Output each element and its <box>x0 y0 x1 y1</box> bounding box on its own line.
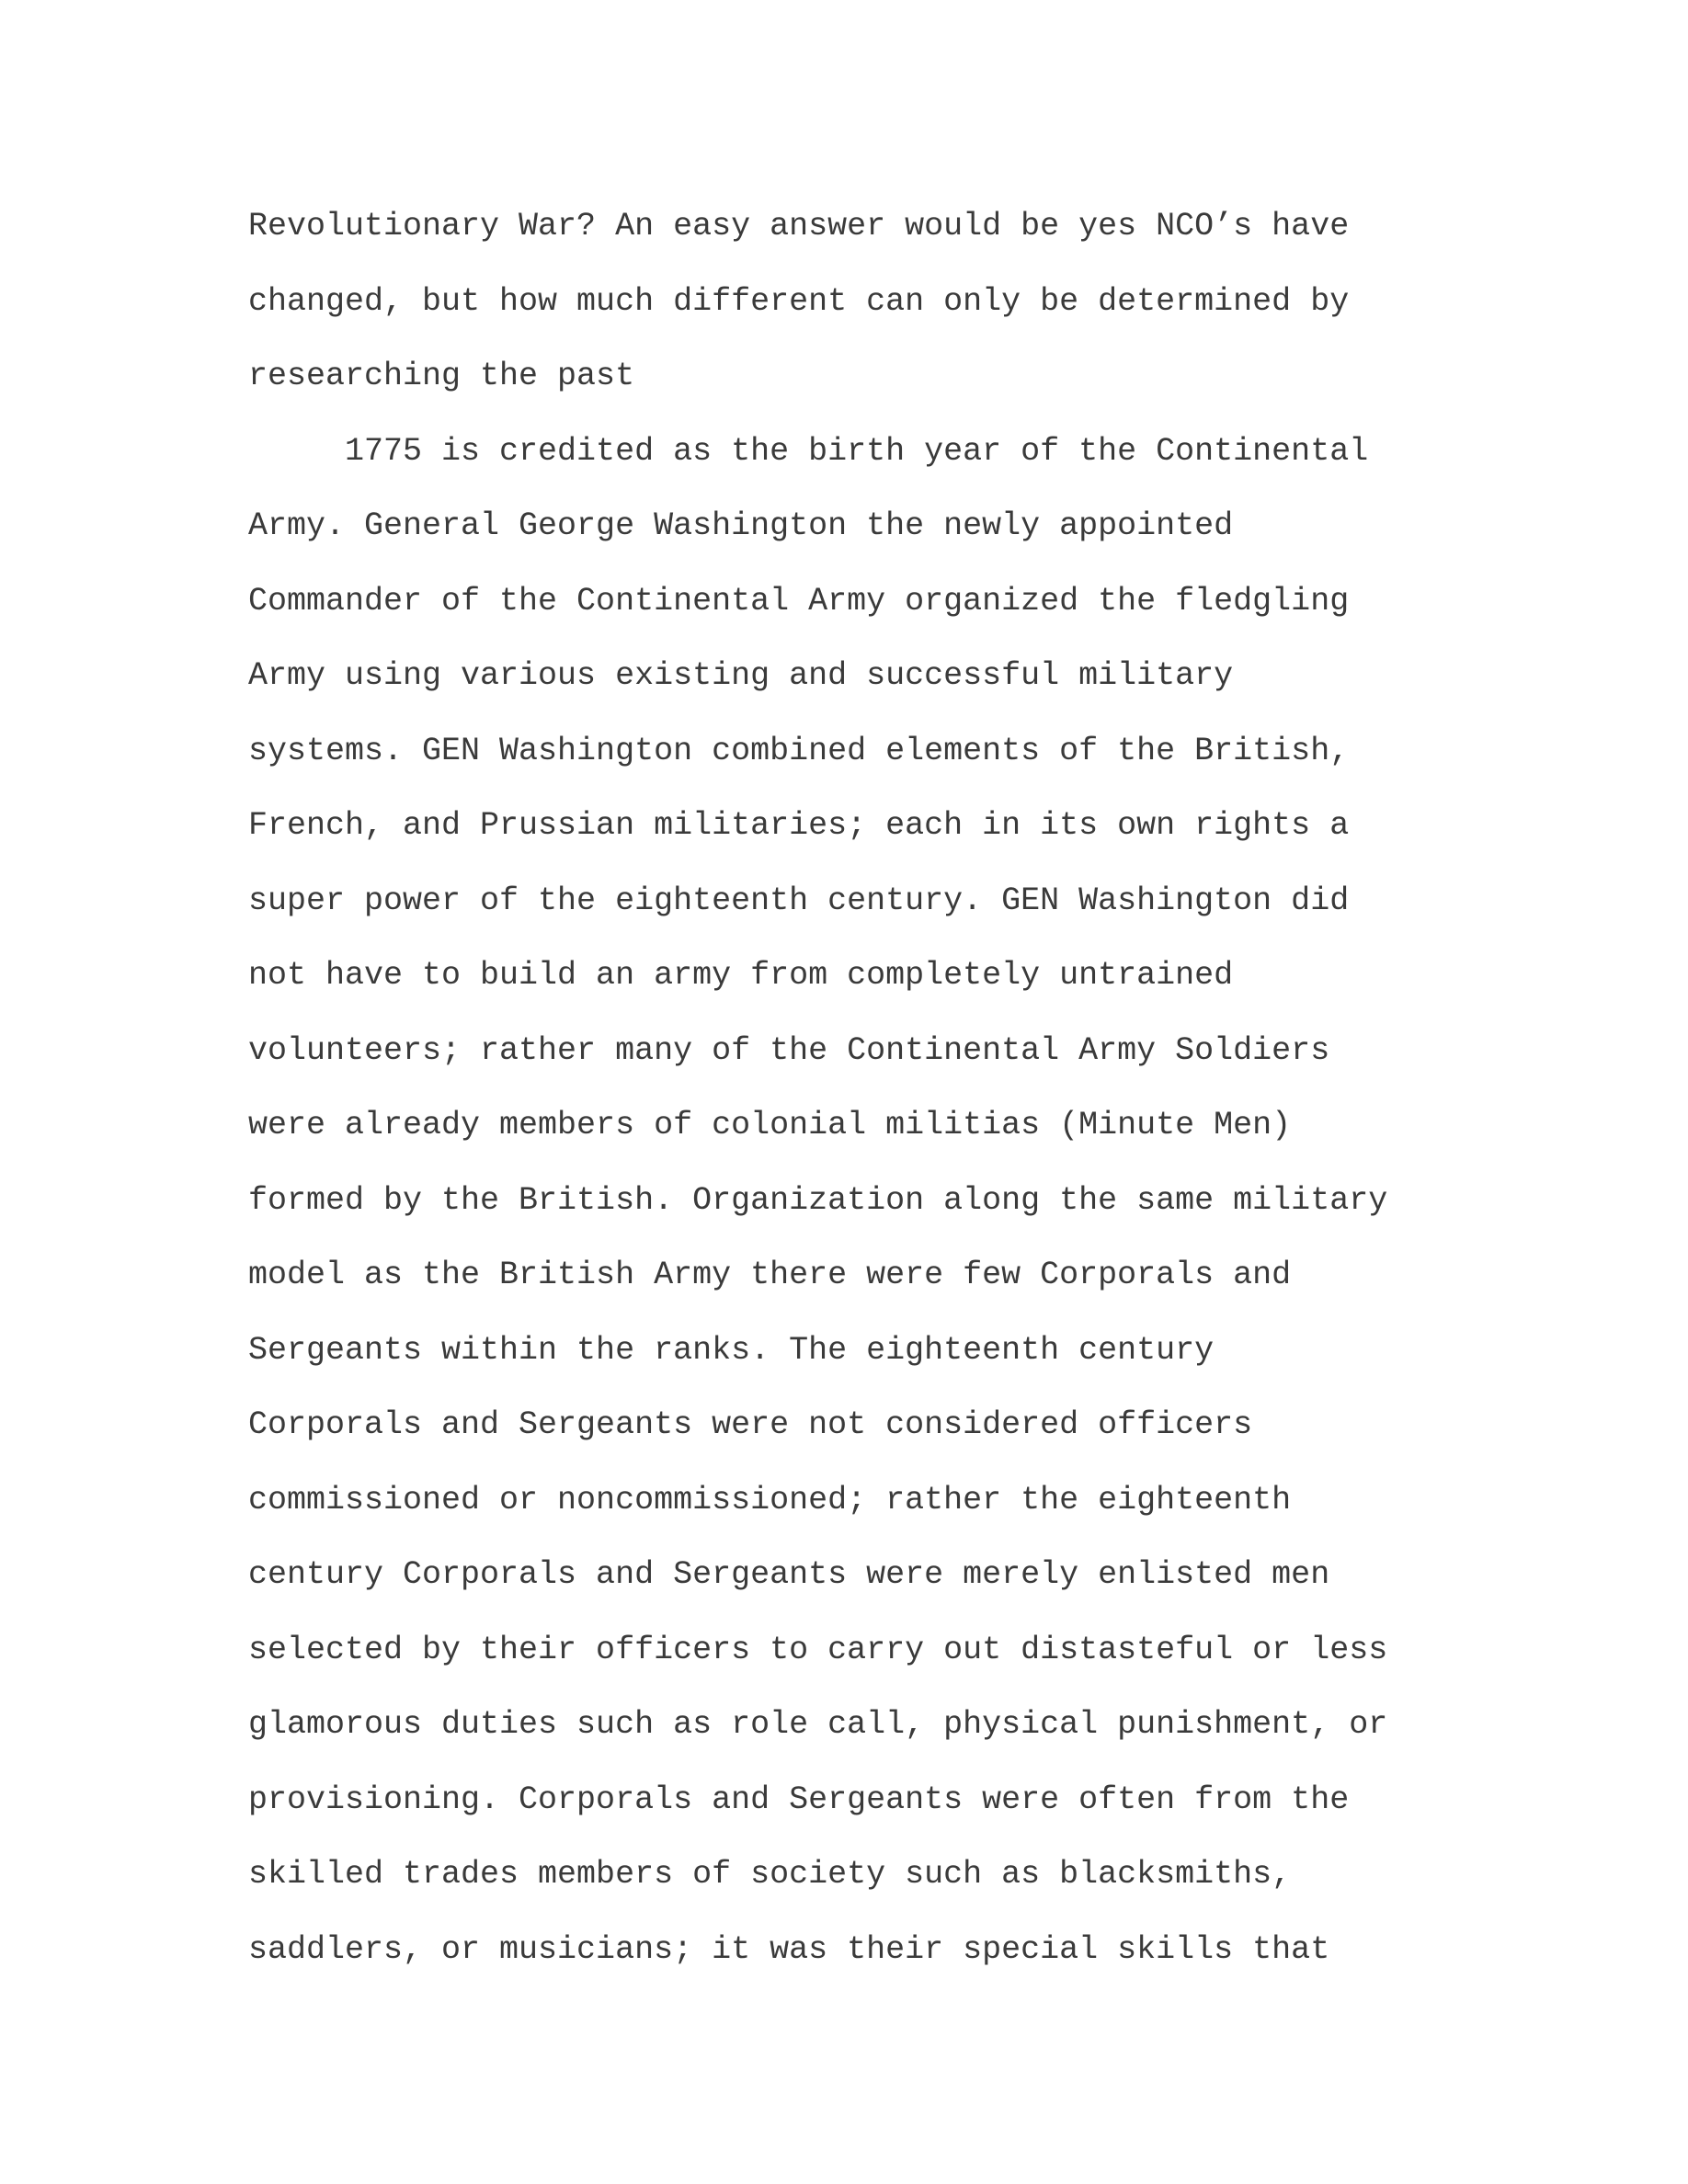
text-line: Sergeants within the ranks. The eighteenth century <box>248 1331 1215 1369</box>
text-line: Corporals and Sergeants were not considered officers <box>248 1406 1253 1443</box>
text-line: commissioned or noncommissioned; rather the eighteenth <box>248 1481 1292 1519</box>
text-line: systems. GEN Washington combined elements of the British, <box>248 732 1350 769</box>
text-line: volunteers; rather many of the Continental Army Soldiers <box>248 1031 1330 1069</box>
text-line: saddlers, or musicians; it was their special skills that <box>248 1930 1330 1968</box>
text-line: model as the British Army there were few Corporals and <box>248 1257 1292 1293</box>
text-line: super power of the eighteenth century. GEN Washington did <box>248 882 1350 919</box>
text-line: provisioning. Corporals and Sergeants were often from the <box>248 1780 1350 1818</box>
text-line: century Corporals and Sergeants were merely enlisted men <box>248 1556 1330 1593</box>
text-line: formed by the British. Organization along the same military <box>248 1181 1388 1219</box>
body-text <box>248 189 1443 1987</box>
text-line: were already members of colonial militias (Minute Men) <box>248 1107 1292 1143</box>
text-line: French, and Prussian militaries; each in its own rights a <box>248 807 1350 844</box>
text-line: Commander of the Continental Army organized the fledgling <box>248 582 1350 620</box>
text-line: Army using various existing and successful military <box>248 657 1234 694</box>
text-line: skilled trades members of society such as blacksmiths, <box>248 1856 1292 1893</box>
text-line: changed, but how much different can only be determined by <box>248 282 1350 320</box>
text-line: researching the past <box>248 358 635 394</box>
text-line: selected by their officers to carry out distasteful or less <box>248 1631 1388 1668</box>
text-line: Revolutionary War? An easy answer would be yes NCO’s have <box>248 208 1350 245</box>
text-line: glamorous duties such as role call, physical punishment, or <box>248 1706 1388 1743</box>
text-line: Army. General George Washington the newly appointed <box>248 507 1234 544</box>
text-line: not have to build an army from completely untrained <box>248 957 1234 994</box>
text-line: 1775 is credited as the birth year of the Continental <box>248 432 1369 470</box>
